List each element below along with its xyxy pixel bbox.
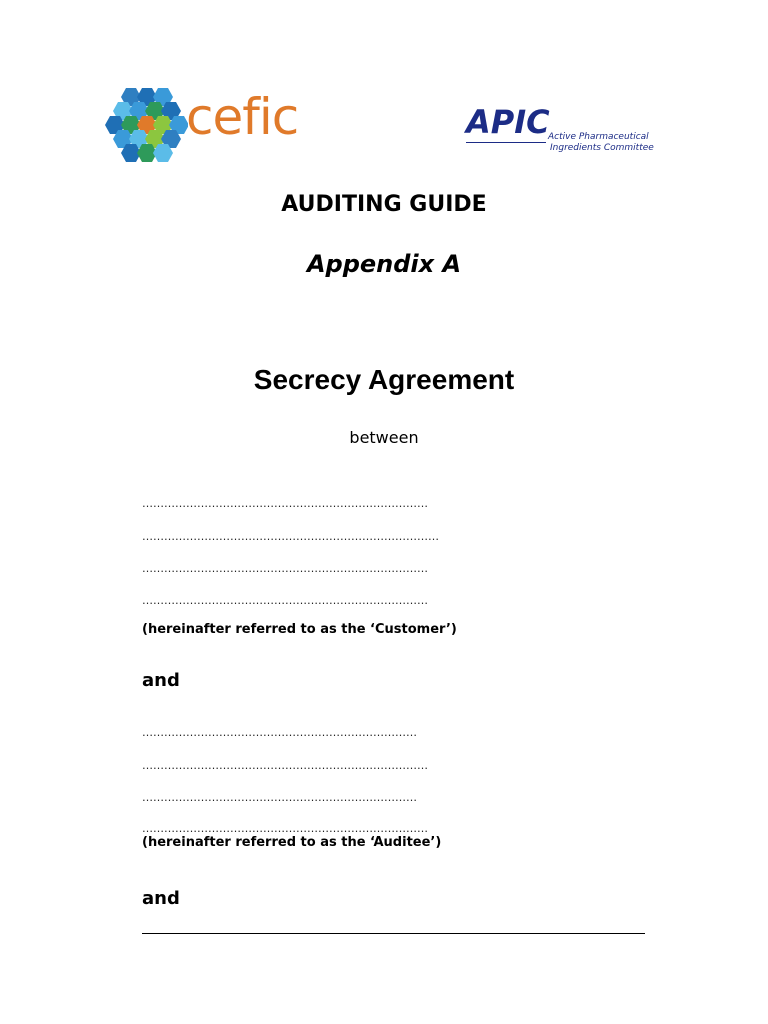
customer-fill-line: …………………………………………………………………… xyxy=(142,594,428,607)
agreement-title: Secrecy Agreement xyxy=(253,364,515,395)
and-label: and xyxy=(142,670,180,691)
apic-wordmark: APIC xyxy=(466,103,550,141)
customer-fill-line: …………………………………………………………………… xyxy=(142,562,428,575)
auditee-note: (hereinafter referred to as the ‘Auditee’) xyxy=(142,835,442,850)
auditee-fill-line: …………………………………………………………………… xyxy=(142,822,428,835)
apic-subline-1: Active Pharmaceutical xyxy=(548,132,649,142)
between-label: between xyxy=(349,428,419,447)
apic-underline xyxy=(466,142,546,143)
signature-rule xyxy=(142,933,645,934)
document-title: AUDITING GUIDE xyxy=(281,192,487,217)
cefic-logo xyxy=(104,84,324,176)
customer-fill-line: …………………………………………………………………… xyxy=(142,497,428,510)
cefic-hexagon-mark xyxy=(104,84,188,176)
cefic-wordmark: cefic xyxy=(186,88,299,146)
apic-logo xyxy=(462,103,654,158)
and-label: and xyxy=(142,888,180,909)
auditee-fill-line: ………………………………………………………………… xyxy=(142,726,417,739)
apic-subline-2: Ingredients Committee xyxy=(550,143,654,153)
customer-note: (hereinafter referred to as the ‘Customer’) xyxy=(142,622,457,637)
customer-fill-line: ……………………………………………………………………… xyxy=(142,530,439,543)
auditee-fill-line: …………………………………………………………………… xyxy=(142,759,428,772)
appendix-label: Appendix A xyxy=(306,250,462,278)
auditee-fill-line: ………………………………………………………………… xyxy=(142,791,417,804)
